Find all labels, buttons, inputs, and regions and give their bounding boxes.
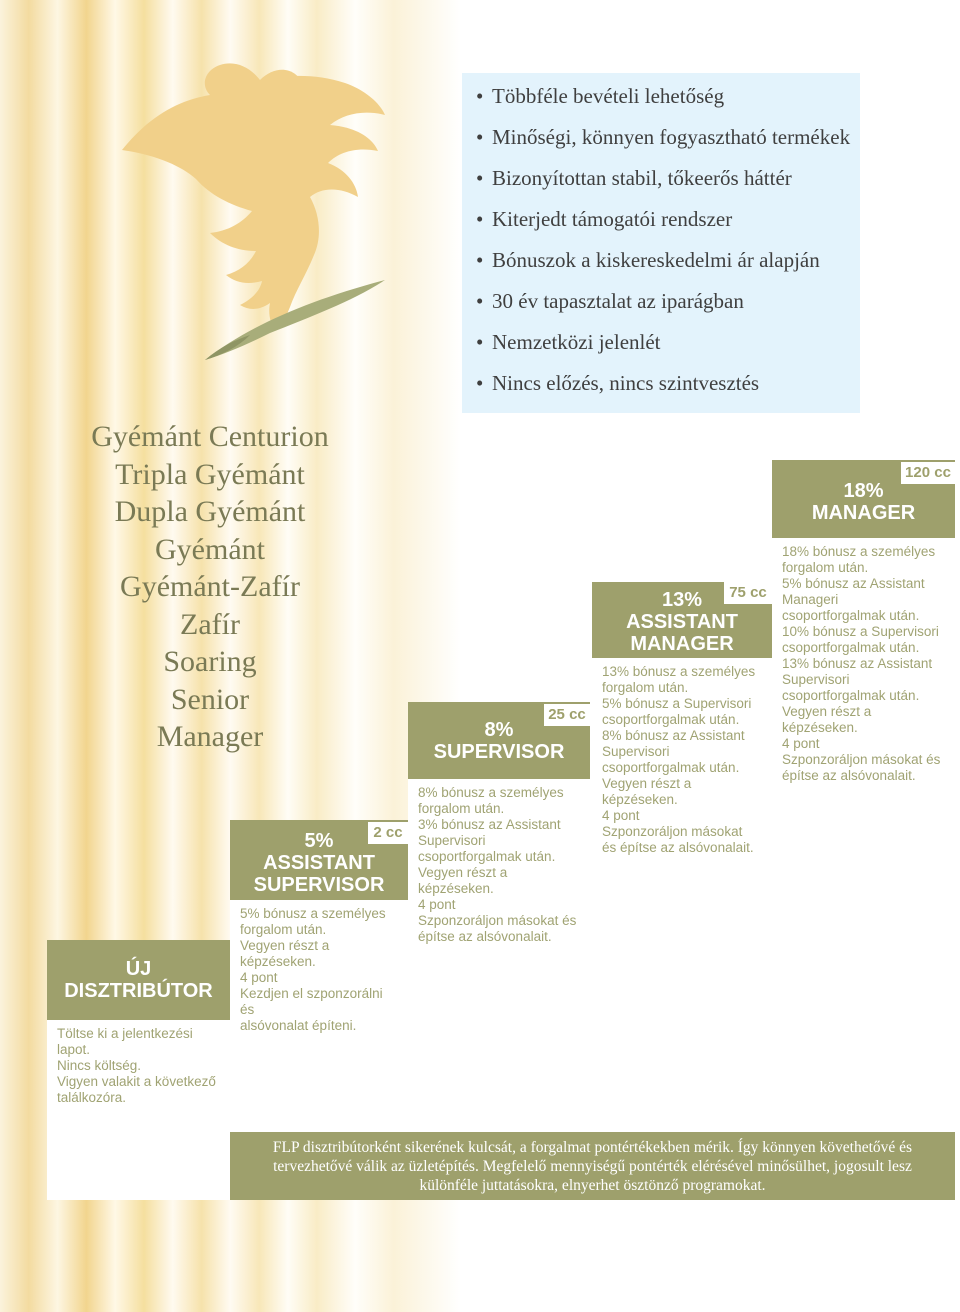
benefit-item: • Bizonyítottan stabil, tőkeerős háttér xyxy=(476,166,792,190)
rank-item: Gyémánt-Zafír xyxy=(120,570,300,603)
benefit-item: • 30 év tapasztalat az iparágban xyxy=(476,289,744,313)
footer-line: különféle juttatásokra, elnyerhet ösztönző programokat. xyxy=(419,1177,766,1194)
level-manager xyxy=(772,460,955,1132)
benefits-list xyxy=(476,83,860,411)
rank-item: Tripla Gyémánt xyxy=(115,457,305,491)
bullet-icon: • xyxy=(476,84,484,108)
level-header xyxy=(772,460,955,538)
level-title: DISZTRIBÚTOR xyxy=(64,980,213,1002)
eagle-body-shape xyxy=(122,63,385,331)
bullet-icon: • xyxy=(476,330,484,354)
footer-note xyxy=(230,1132,955,1200)
level-title: SUPERVISOR xyxy=(253,874,385,896)
level-description: 8% bónusz a személyes forgalom után. 3% bónusz az Assistant Supervisori csoportforgalmak után. Vegyen részt a képzéseken. 4 pont Szponzoráljon másokat és építse az alsóvonalait. xyxy=(418,785,577,944)
bullet-icon: • xyxy=(476,248,484,272)
aloe-leaf-tip-shape xyxy=(205,335,250,360)
level-header xyxy=(408,702,590,779)
level-new-distributor xyxy=(47,940,230,1200)
level-percent: 13% xyxy=(661,589,703,611)
level-title: ASSISTANT xyxy=(626,611,738,633)
level-header xyxy=(230,820,408,900)
benefit-item: • Bónuszok a kiskereskedelmi ár alapján xyxy=(476,248,820,272)
level-percent: 8% xyxy=(484,719,514,741)
level-header xyxy=(47,940,230,1020)
level-description: 13% bónusz a személyes forgalom után. 5% bónusz a Supervisori csoportforgalmak után. 8% bónusz az Assistant Supervisori csoportforgalmak után. Vegyen részt a képzéseken. 4 pont Szponzoráljon másokat és építse az alsóvonalait. xyxy=(602,664,756,855)
level-assistant-manager xyxy=(592,582,772,1132)
footer-line: tervezhetővé válik az üzletépítés. Megfelelő mennyiségű pontérték elérésével minősülhet, jogosult lesz xyxy=(273,1158,912,1175)
benefit-item: • Nemzetközi jelenlét xyxy=(476,330,661,354)
rank-item: Zafír xyxy=(180,607,240,641)
points-badge: 25 cc xyxy=(544,704,590,726)
level-percent: 18% xyxy=(843,480,884,502)
level-supervisor xyxy=(408,702,590,1132)
level-header xyxy=(592,582,772,658)
level-description: Töltse ki a jelentkezési lapot. Nincs költség. Vigyen valakit a következő találkozóra. xyxy=(57,1026,216,1105)
level-description: 5% bónusz a személyes forgalom után. Vegyen részt a képzéseken. 4 pont Kezdjen el szponzorálni és alsóvonalat építeni. xyxy=(240,906,386,1033)
points-badge: 2 cc xyxy=(368,822,408,844)
points-badge: 120 cc xyxy=(901,462,955,484)
level-assistant-supervisor xyxy=(230,820,408,1132)
benefit-item: • Kiterjedt támogatói rendszer xyxy=(476,207,733,231)
rank-item: Gyémánt Centurion xyxy=(91,420,329,453)
rank-item: Gyémánt xyxy=(155,532,265,566)
footer-line: FLP disztribútorként sikerének kulcsát, a forgalmat pontértékekben mérik. Így könnyen követhetővé és xyxy=(272,1139,913,1156)
level-title: MANAGER xyxy=(811,502,916,524)
level-title: ÚJ xyxy=(125,958,152,980)
bullet-icon: • xyxy=(476,289,484,313)
bullet-icon: • xyxy=(476,125,484,149)
benefit-item: • Nincs előzés, nincs szintvesztés xyxy=(476,371,760,395)
benefits-panel xyxy=(462,73,860,413)
benefit-item: • Többféle bevételi lehetőség xyxy=(476,84,725,108)
bullet-icon: • xyxy=(476,371,484,395)
points-badge: 75 cc xyxy=(724,582,772,604)
rank-item: Soaring xyxy=(163,645,257,678)
bullet-icon: • xyxy=(476,207,484,231)
eagle-on-aloe-logo xyxy=(110,55,400,375)
level-percent: 5% xyxy=(304,830,334,852)
level-description: 18% bónusz a személyes forgalom után. 5% bónusz az Assistant Manageri csoportforgalmak után. 10% bónusz a Supervisori csoportforgalmak után. 13% bónusz az Assistant Supervisori csoportforgalmak után. Vegyen részt a képzéseken. 4 pont Szponzoráljon másokat és építse az alsóvonalait. xyxy=(782,544,941,783)
rank-item: Manager xyxy=(156,720,264,753)
level-title: SUPERVISOR xyxy=(433,741,565,763)
rank-item: Senior xyxy=(170,682,250,716)
rank-list xyxy=(60,418,360,756)
bullet-icon: • xyxy=(476,166,484,190)
rank-item: Dupla Gyémánt xyxy=(114,495,306,528)
benefit-item: • Minőségi, könnyen fogyasztható termékek xyxy=(476,125,851,149)
level-title: MANAGER xyxy=(630,633,734,655)
level-title: ASSISTANT xyxy=(263,852,375,874)
